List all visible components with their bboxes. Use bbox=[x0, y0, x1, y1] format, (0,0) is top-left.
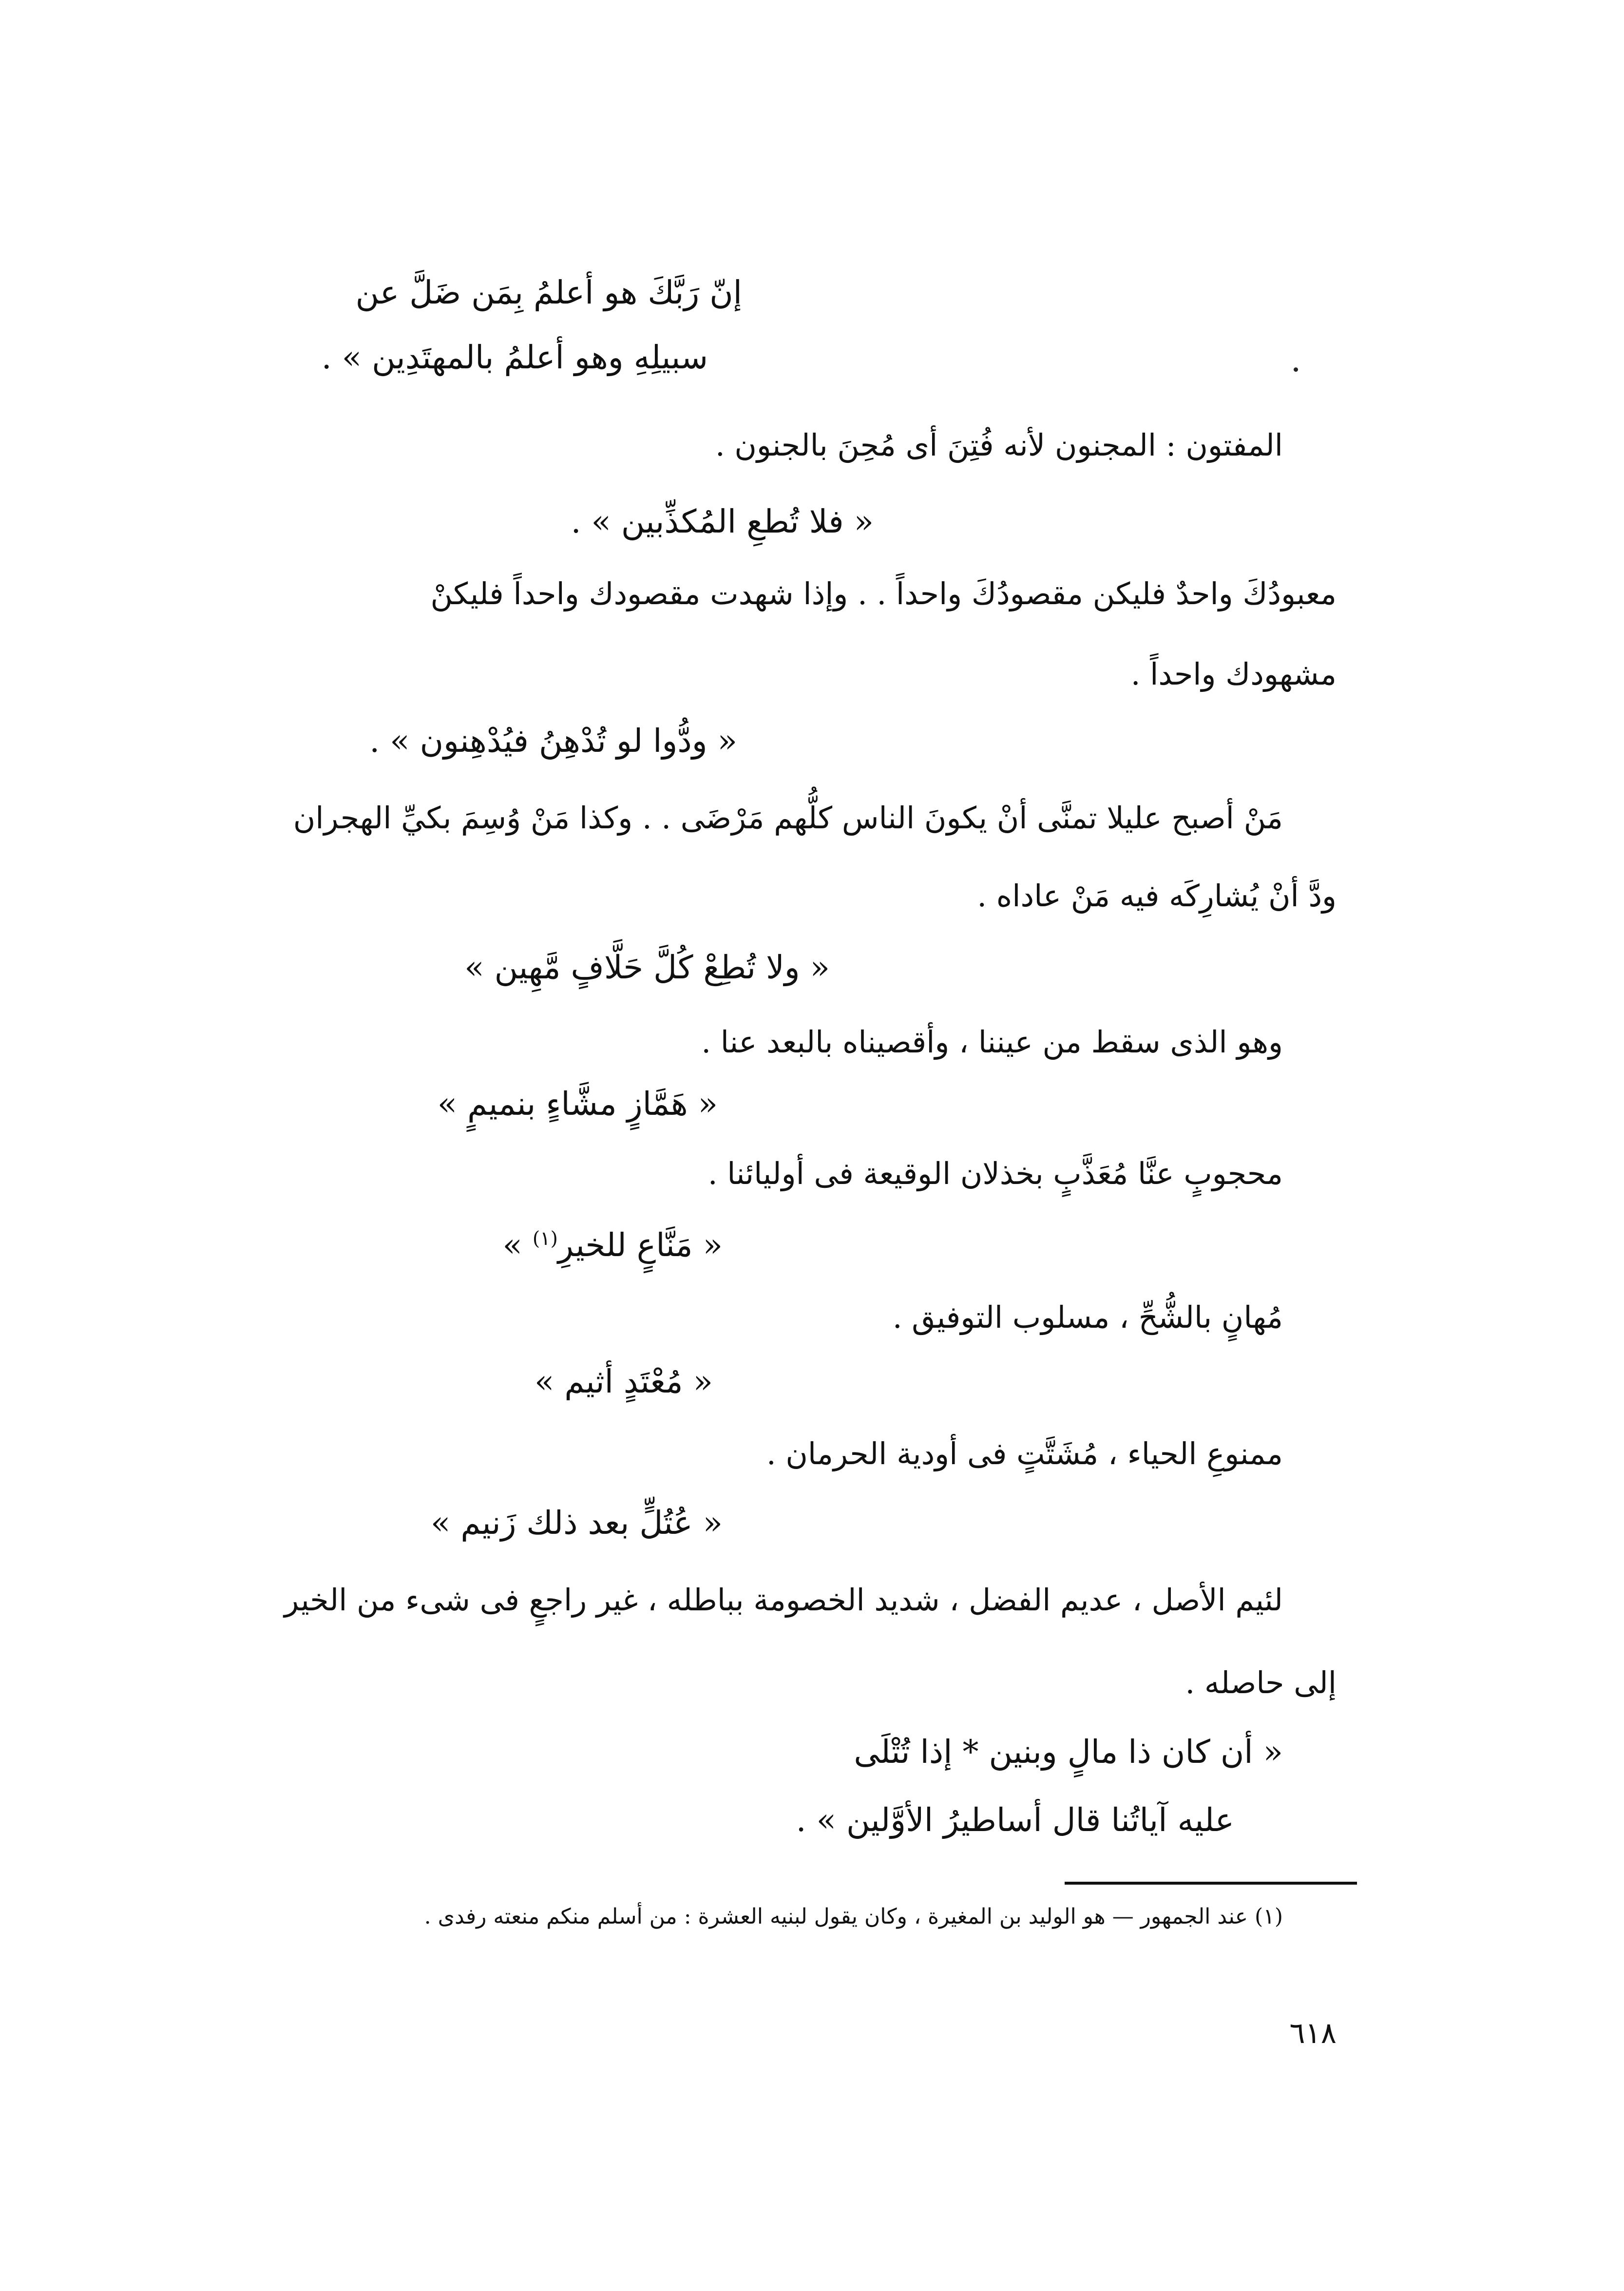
text-line: وهو الذى سقط من عيننا ، وأقصيناه بالبعد عنا . bbox=[701, 1024, 1283, 1060]
verse-line: « فلا تُطعِ المُكذِّبين » . bbox=[571, 503, 874, 540]
footnote-marker: (١) bbox=[532, 1227, 558, 1250]
text-line: ودَّ أنْ يُشارِكَه فيه مَنْ عاداه . bbox=[977, 878, 1337, 914]
text-line: إلى حاصله . bbox=[1185, 1665, 1337, 1700]
footnote-separator bbox=[1065, 1882, 1357, 1885]
verse-line: « ودُّوا لو تُدْهِنُ فيُدْهِنون » . bbox=[369, 722, 737, 760]
stray-dot bbox=[1294, 367, 1298, 372]
footnote: (١) عند الجمهور — هو الوليد بن المغيرة ، وكان يقول لبنيه العشرة : من أسلم منكم منعته رفدى . bbox=[424, 1904, 1283, 1929]
verse-line: عليه آياتُنا قال أساطيرُ الأوَّلين » . bbox=[796, 1801, 1234, 1839]
verse-line bbox=[502, 1228, 723, 1263]
text-line: مُهانٍ بالشُّحِّ ، مسلوب التوفيق . bbox=[892, 1299, 1283, 1335]
text-line: ممنوعِ الحياء ، مُشَتَّتٍ فى أودية الحرمان . bbox=[766, 1436, 1283, 1471]
text-line: مشهودك واحداً . bbox=[1130, 656, 1337, 692]
verse-close: » bbox=[502, 1226, 522, 1264]
verse-line: « أن كان ذا مالٍ وبنين * إذا تُتْلَى bbox=[854, 1733, 1283, 1771]
text-line: مَنْ أصبح عليلا تمنَّى أنْ يكونَ الناس كلُّهم مَرْضَى . . وكذا مَنْ وُسِمَ بكيِّ الهجران bbox=[293, 800, 1283, 836]
text-line: لئيم الأصل ، عديم الفضل ، شديد الخصومة بباطله ، غير راجعٍ فى شىء من الخير bbox=[284, 1582, 1283, 1618]
page-number: ٦١٨ bbox=[1289, 2016, 1337, 2050]
verse-line: « ولا تُطِعْ كُلَّ حَلَّافٍ مَّهِين » bbox=[464, 949, 830, 986]
text-line: معبودُكَ واحدٌ فليكن مقصودُكَ واحداً . . وإذا شهدت مقصودك واحداً فليكنْ bbox=[430, 576, 1337, 611]
text-line: المفتون : المجنون لأنه فُتِنَ أى مُحِنَ بالجنون . bbox=[715, 427, 1283, 463]
verse-line: إنّ رَبَّكَ هو أعلمُ بِمَن ضَلَّ عن bbox=[355, 274, 742, 311]
verse-line: سبيلِهِ وهو أعلمُ بالمهتَدِين » . bbox=[321, 339, 708, 376]
verse-text: « مَنَّاعٍ للخيرِ bbox=[558, 1226, 723, 1264]
text-line: محجوبٍ عنَّا مُعَذَّبٍ بخذلان الوقيعة فى أوليائنا . bbox=[707, 1156, 1283, 1191]
verse-line: « مُعْتَدٍ أثيم » bbox=[535, 1363, 713, 1400]
verse-line: « هَمَّازٍ مشَّاءٍ بنميمٍ » bbox=[437, 1085, 718, 1123]
verse-line: « عُتُلٍّ بعد ذلك زَنيم » bbox=[431, 1504, 723, 1542]
